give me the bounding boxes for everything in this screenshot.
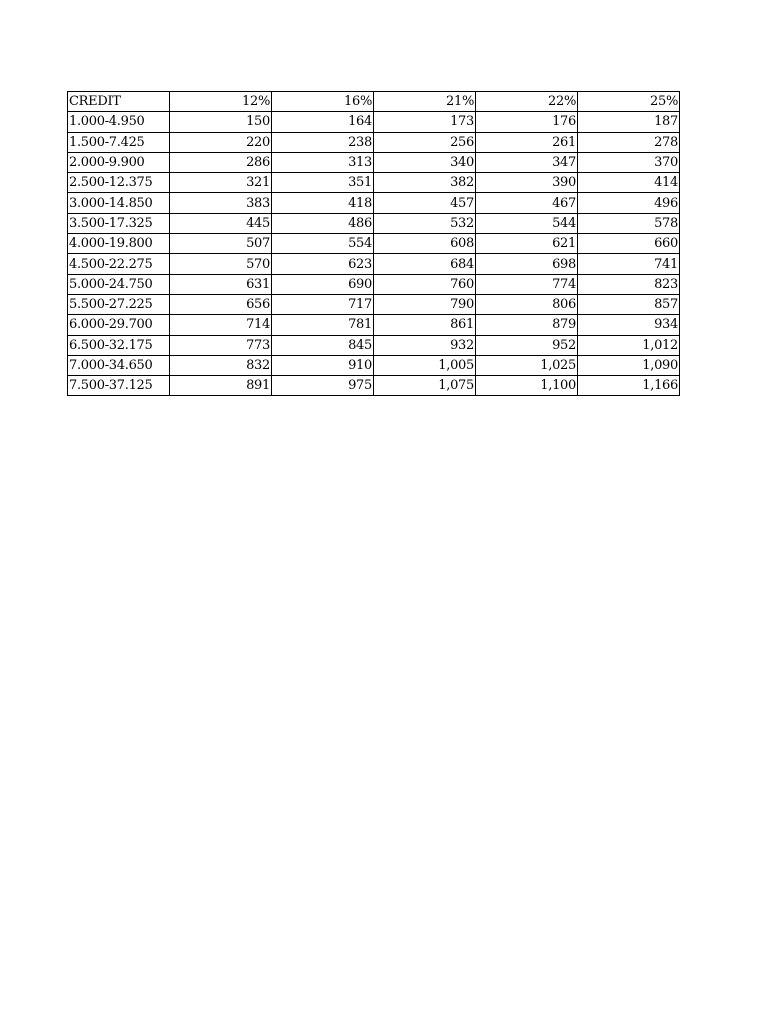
- value-cell: 570: [170, 254, 272, 274]
- value-cell: 621: [476, 234, 578, 254]
- value-cell: 714: [170, 315, 272, 335]
- value-cell: 631: [170, 274, 272, 294]
- credit-range-cell: 2.000-9.900: [68, 152, 170, 172]
- value-cell: 351: [272, 173, 374, 193]
- value-cell: 684: [374, 254, 476, 274]
- table-row: [68, 254, 680, 274]
- credit-range-cell: 6.500-32.175: [68, 335, 170, 355]
- table-row: [68, 315, 680, 335]
- value-cell: 608: [374, 234, 476, 254]
- value-cell: 717: [272, 294, 374, 314]
- value-cell: 1,025: [476, 355, 578, 375]
- value-cell: 414: [578, 173, 680, 193]
- credit-rate-table: [67, 91, 680, 396]
- table-row: [68, 213, 680, 233]
- table-row: [68, 376, 680, 396]
- value-cell: 313: [272, 152, 374, 172]
- value-cell: 975: [272, 376, 374, 396]
- value-cell: 623: [272, 254, 374, 274]
- value-cell: 1,090: [578, 355, 680, 375]
- value-cell: 390: [476, 173, 578, 193]
- header-rate: 21%: [374, 92, 476, 112]
- value-cell: 164: [272, 112, 374, 132]
- value-cell: 486: [272, 213, 374, 233]
- table-row: [68, 152, 680, 172]
- credit-range-cell: 7.000-34.650: [68, 355, 170, 375]
- header-rate: 22%: [476, 92, 578, 112]
- value-cell: 256: [374, 132, 476, 152]
- credit-range-cell: 7.500-37.125: [68, 376, 170, 396]
- value-cell: 910: [272, 355, 374, 375]
- header-credit: CREDIT: [68, 92, 170, 112]
- value-cell: 934: [578, 315, 680, 335]
- value-cell: 150: [170, 112, 272, 132]
- value-cell: 238: [272, 132, 374, 152]
- table-row: [68, 294, 680, 314]
- value-cell: 1,012: [578, 335, 680, 355]
- credit-range-cell: 5.000-24.750: [68, 274, 170, 294]
- value-cell: 286: [170, 152, 272, 172]
- value-cell: 496: [578, 193, 680, 213]
- header-rate: 16%: [272, 92, 374, 112]
- value-cell: 857: [578, 294, 680, 314]
- value-cell: 952: [476, 335, 578, 355]
- value-cell: 1,005: [374, 355, 476, 375]
- value-cell: 741: [578, 254, 680, 274]
- table-row: [68, 355, 680, 375]
- value-cell: 690: [272, 274, 374, 294]
- value-cell: 554: [272, 234, 374, 254]
- value-cell: 891: [170, 376, 272, 396]
- credit-range-cell: 5.500-27.225: [68, 294, 170, 314]
- table-row: [68, 193, 680, 213]
- value-cell: 340: [374, 152, 476, 172]
- table-row: [68, 132, 680, 152]
- value-cell: 382: [374, 173, 476, 193]
- value-cell: 321: [170, 173, 272, 193]
- value-cell: 173: [374, 112, 476, 132]
- value-cell: 845: [272, 335, 374, 355]
- value-cell: 578: [578, 213, 680, 233]
- value-cell: 832: [170, 355, 272, 375]
- table-row: [68, 112, 680, 132]
- value-cell: 1,100: [476, 376, 578, 396]
- value-cell: 861: [374, 315, 476, 335]
- table-row: [68, 274, 680, 294]
- value-cell: 760: [374, 274, 476, 294]
- value-cell: 347: [476, 152, 578, 172]
- header-rate: 12%: [170, 92, 272, 112]
- credit-range-cell: 2.500-12.375: [68, 173, 170, 193]
- table-row: [68, 173, 680, 193]
- value-cell: 370: [578, 152, 680, 172]
- value-cell: 781: [272, 315, 374, 335]
- value-cell: 383: [170, 193, 272, 213]
- header-rate: 25%: [578, 92, 680, 112]
- value-cell: 1,166: [578, 376, 680, 396]
- credit-range-cell: 1.000-4.950: [68, 112, 170, 132]
- value-cell: 823: [578, 274, 680, 294]
- value-cell: 1,075: [374, 376, 476, 396]
- table-row: [68, 234, 680, 254]
- value-cell: 278: [578, 132, 680, 152]
- credit-range-cell: 1.500-7.425: [68, 132, 170, 152]
- value-cell: 467: [476, 193, 578, 213]
- credit-range-cell: 4.500-22.275: [68, 254, 170, 274]
- value-cell: 773: [170, 335, 272, 355]
- value-cell: 220: [170, 132, 272, 152]
- value-cell: 187: [578, 112, 680, 132]
- value-cell: 698: [476, 254, 578, 274]
- value-cell: 544: [476, 213, 578, 233]
- credit-range-cell: 3.000-14.850: [68, 193, 170, 213]
- credit-range-cell: 3.500-17.325: [68, 213, 170, 233]
- table-header-row: [68, 92, 680, 112]
- value-cell: 418: [272, 193, 374, 213]
- value-cell: 932: [374, 335, 476, 355]
- credit-range-cell: 4.000-19.800: [68, 234, 170, 254]
- table-row: [68, 335, 680, 355]
- value-cell: 261: [476, 132, 578, 152]
- value-cell: 457: [374, 193, 476, 213]
- value-cell: 445: [170, 213, 272, 233]
- value-cell: 774: [476, 274, 578, 294]
- value-cell: 656: [170, 294, 272, 314]
- value-cell: 532: [374, 213, 476, 233]
- credit-range-cell: 6.000-29.700: [68, 315, 170, 335]
- value-cell: 806: [476, 294, 578, 314]
- value-cell: 507: [170, 234, 272, 254]
- value-cell: 176: [476, 112, 578, 132]
- value-cell: 790: [374, 294, 476, 314]
- value-cell: 879: [476, 315, 578, 335]
- value-cell: 660: [578, 234, 680, 254]
